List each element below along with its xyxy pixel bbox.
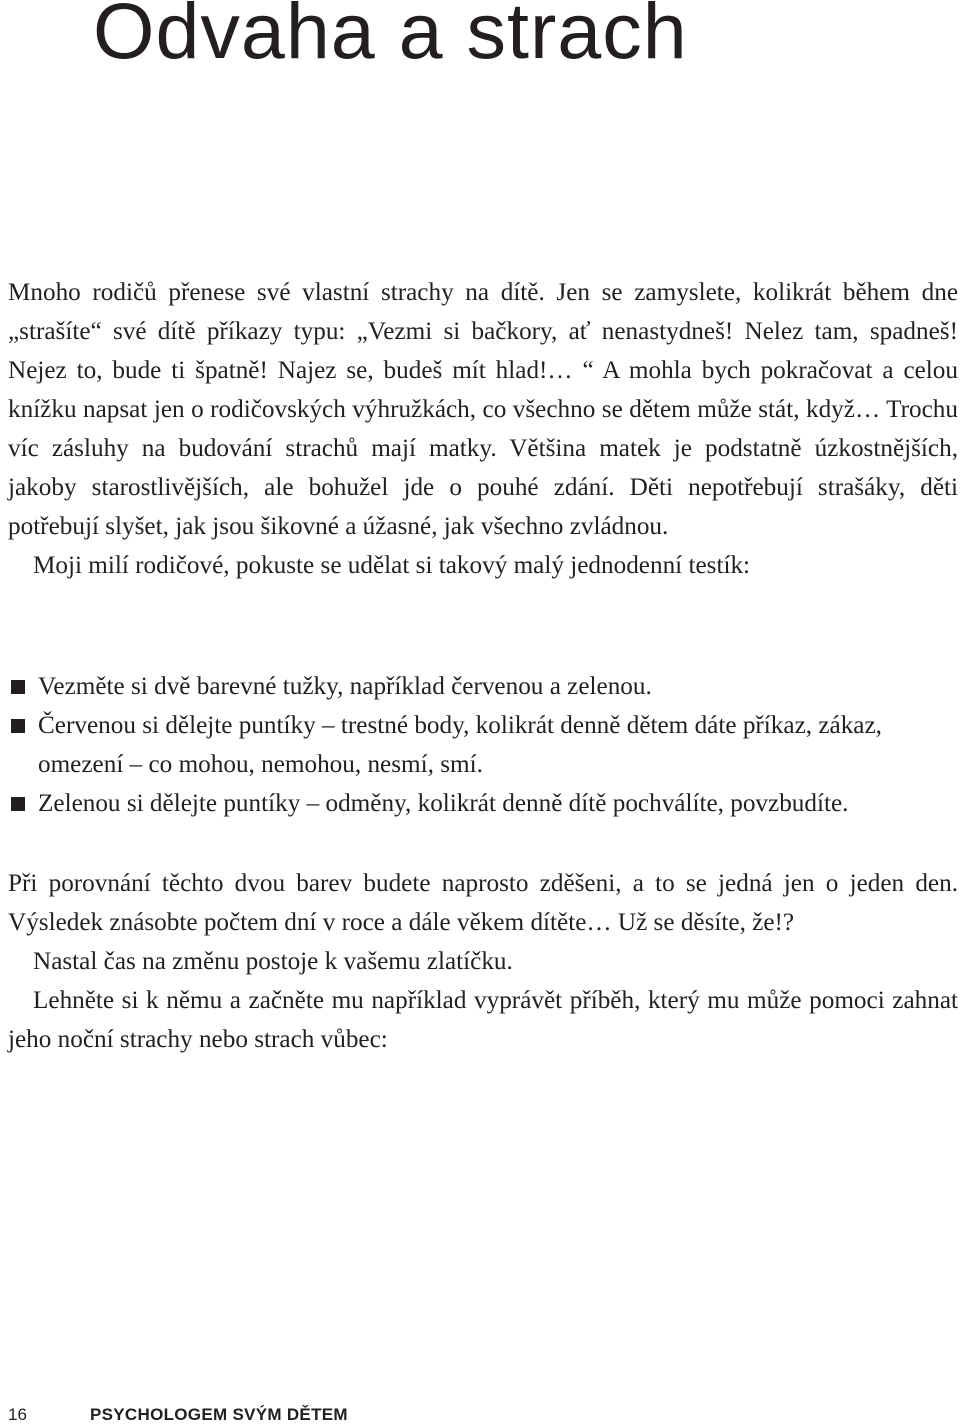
paragraph: Mnoho rodičů přenese své vlastní strachy na dítě. Jen se zamyslete, kolikrát během dne „strašíte“ své dítě příkazy typu: „Vezmi si bačkory, ať nenastydneš! Nelez tam, spadneš! Nejez to, bude ti špatně! Najez se, budeš mít hlad!… “ A mohla bych pokračovat a celou knížku napsat jen o rodičovských výhružkách, co všechno se dětem může stát, když… Trochu víc zásluhy na budování strachů mají matky. Většina matek je podstatně úzkostnějších, jakoby starostlivějších, ale bohužel jde o pouhé zdání. Děti nepotřebují strašáky, děti potřebují slyšet, jak jsou šikovné a úžasné, jak všechno zvládnou. <box>8 279 958 540</box>
page-title: Odvaha a strach <box>93 0 688 75</box>
intro-text <box>8 273 958 585</box>
list-item-text: Vezměte si dvě barevné tužky, například červenou a zelenou. <box>38 673 652 700</box>
list-item <box>8 667 958 706</box>
list-item-text: Červenou si dělejte puntíky – trestné body, kolikrát denně dětem dáte příkaz, zákaz, omezení – co mohou, nemohou, nesmí, smí. <box>38 712 882 778</box>
instruction-list <box>8 667 958 823</box>
paragraph: Nastal čas na změnu postoje k vašemu zlatíčku. <box>33 948 513 975</box>
paragraph: Moji milí rodičové, pokuste se udělat si takový malý jednodenní testík: <box>33 552 751 579</box>
outro-text <box>8 864 958 1059</box>
square-bullet-icon <box>11 719 25 733</box>
paragraph: Při porovnání těchto dvou barev budete naprosto zděšeni, a to se jedná jen o jeden den. Výsledek znásobte počtem dní v roce a dále věkem dítěte… Už se děsíte, že!? <box>8 870 958 936</box>
square-bullet-icon <box>11 680 25 694</box>
paragraph: Lehněte si k němu a začněte mu například vyprávět příběh, který mu může pomoci zahnat jeho noční strachy nebo strach vůbec: <box>8 987 958 1053</box>
list-item <box>8 706 958 784</box>
page-number: 16 <box>8 1405 27 1424</box>
list-item-text: Zelenou si dělejte puntíky – odměny, kolikrát denně dítě pochválíte, povzbudíte. <box>38 790 849 817</box>
square-bullet-icon <box>11 797 25 811</box>
running-head: PSYCHOLOGEM SVÝM DĚTEM <box>90 1405 348 1424</box>
list-item <box>8 784 958 823</box>
